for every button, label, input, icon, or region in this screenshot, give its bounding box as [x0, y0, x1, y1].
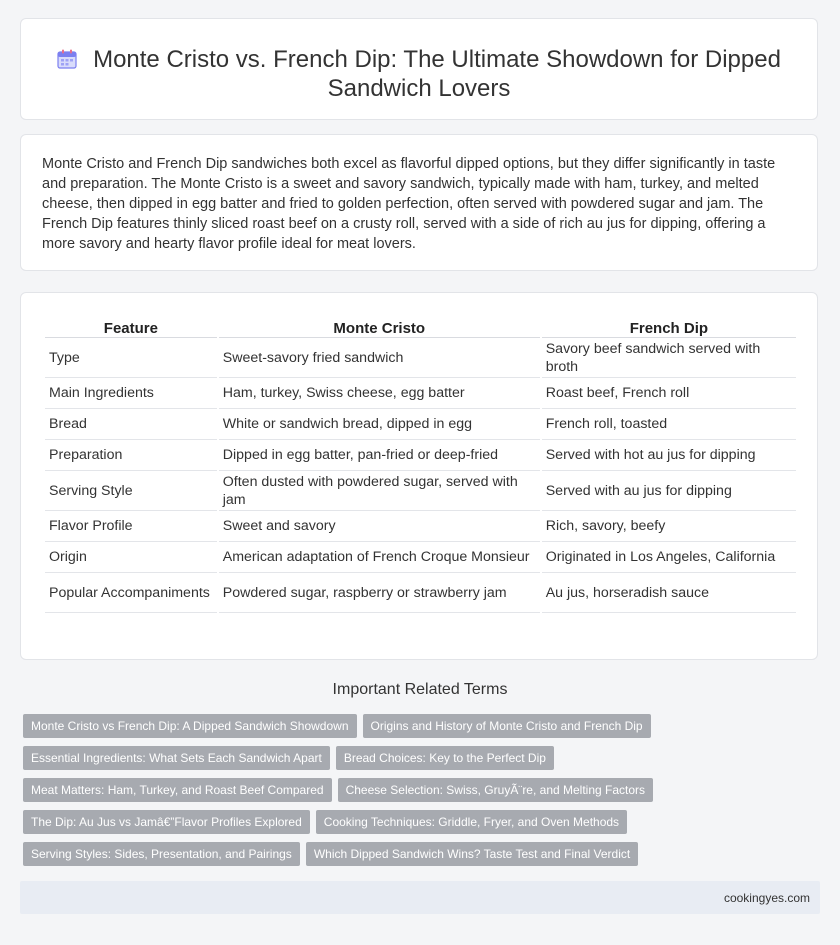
cell-french-dip: Served with au jus for dipping [542, 471, 796, 511]
footer-bar [20, 881, 820, 914]
related-tag[interactable]: Bread Choices: Key to the Perfect Dip [336, 746, 554, 770]
cell-french-dip: Roast beef, French roll [542, 378, 796, 409]
tag-row [23, 778, 823, 810]
calendar-icon [57, 49, 77, 69]
cell-feature: Flavor Profile [45, 511, 217, 542]
table-row [45, 511, 796, 542]
page-title: Monte Cristo vs. French Dip: The Ultimate Showdown for Dipped Sandwich Lovers [93, 46, 781, 102]
cell-monte-cristo: Sweet-savory fried sandwich [219, 338, 540, 378]
table-row [45, 378, 796, 409]
table-row [45, 409, 796, 440]
cell-feature: Preparation [45, 440, 217, 471]
cell-monte-cristo: Dipped in egg batter, pan-fried or deep-fried [219, 440, 540, 471]
cell-french-dip: Savory beef sandwich served with broth [542, 338, 796, 378]
cell-monte-cristo: White or sandwich bread, dipped in egg [219, 409, 540, 440]
related-tag[interactable]: Cheese Selection: Swiss, GruyÃ¨re, and Melting Factors [338, 778, 653, 802]
related-tag[interactable]: Serving Styles: Sides, Presentation, and Pairings [23, 842, 300, 866]
header-feature: Feature [45, 315, 217, 338]
related-tag[interactable]: Cooking Techniques: Griddle, Fryer, and Oven Methods [316, 810, 627, 834]
cell-monte-cristo: American adaptation of French Croque Monsieur [219, 542, 540, 573]
tag-row [23, 714, 823, 746]
cell-french-dip: Originated in Los Angeles, California [542, 542, 796, 573]
header-monte-cristo: Monte Cristo [219, 315, 540, 338]
intro-paragraph: Monte Cristo and French Dip sandwiches both excel as flavorful dipped options, but they differ significantly in taste and preparation. The Monte Cristo is a sweet and savory sandwich, typically made with ham, turkey, and melted cheese, then dipped in egg batter and fried to golden perfection, often served with powdered sugar and jam. The French Dip features thinly sliced roast beef on a crusty roll, served with a side of rich au jus for dipping, offering a more savory and hearty flavor profile ideal for meat lovers. [42, 156, 776, 252]
tag-row [23, 810, 823, 842]
header-french-dip: French Dip [542, 315, 796, 338]
related-terms-tags [23, 714, 823, 874]
intro-card [20, 134, 818, 271]
cell-feature: Popular Accompaniments [45, 573, 217, 613]
cell-feature: Serving Style [45, 471, 217, 511]
cell-feature: Origin [45, 542, 217, 573]
tag-row [23, 842, 823, 874]
cell-feature: Main Ingredients [45, 378, 217, 409]
table-row [45, 440, 796, 471]
table-row [45, 573, 796, 613]
cell-french-dip: Rich, savory, beefy [542, 511, 796, 542]
cell-french-dip: French roll, toasted [542, 409, 796, 440]
cell-french-dip: Served with hot au jus for dipping [542, 440, 796, 471]
cell-feature: Bread [45, 409, 217, 440]
cell-monte-cristo: Often dusted with powdered sugar, served with jam [219, 471, 540, 511]
related-tag[interactable]: Which Dipped Sandwich Wins? Taste Test and Final Verdict [306, 842, 638, 866]
table-row [45, 338, 796, 378]
tag-row [23, 746, 823, 778]
related-tag[interactable]: Origins and History of Monte Cristo and French Dip [363, 714, 651, 738]
footer-site-link[interactable]: cookingyes.com [723, 891, 810, 905]
table-header-row [45, 315, 796, 338]
related-terms-heading: Important Related Terms [332, 681, 508, 698]
related-tag[interactable]: Essential Ingredients: What Sets Each Sandwich Apart [23, 746, 330, 770]
title-card [20, 18, 818, 120]
table-row [45, 542, 796, 573]
related-tag[interactable]: Meat Matters: Ham, Turkey, and Roast Beef Compared [23, 778, 332, 802]
comparison-table-card [20, 292, 818, 660]
related-tag[interactable]: Monte Cristo vs French Dip: A Dipped Sandwich Showdown [23, 714, 357, 738]
table-row [45, 471, 796, 511]
cell-monte-cristo: Powdered sugar, raspberry or strawberry jam [219, 573, 540, 613]
cell-monte-cristo: Sweet and savory [219, 511, 540, 542]
cell-monte-cristo: Ham, turkey, Swiss cheese, egg batter [219, 378, 540, 409]
cell-feature: Type [45, 338, 217, 378]
cell-french-dip: Au jus, horseradish sauce [542, 573, 796, 613]
related-tag[interactable]: The Dip: Au Jus vs Jamâ€”Flavor Profiles Explored [23, 810, 310, 834]
comparison-table [43, 315, 798, 613]
page-title-wrap [21, 45, 817, 103]
